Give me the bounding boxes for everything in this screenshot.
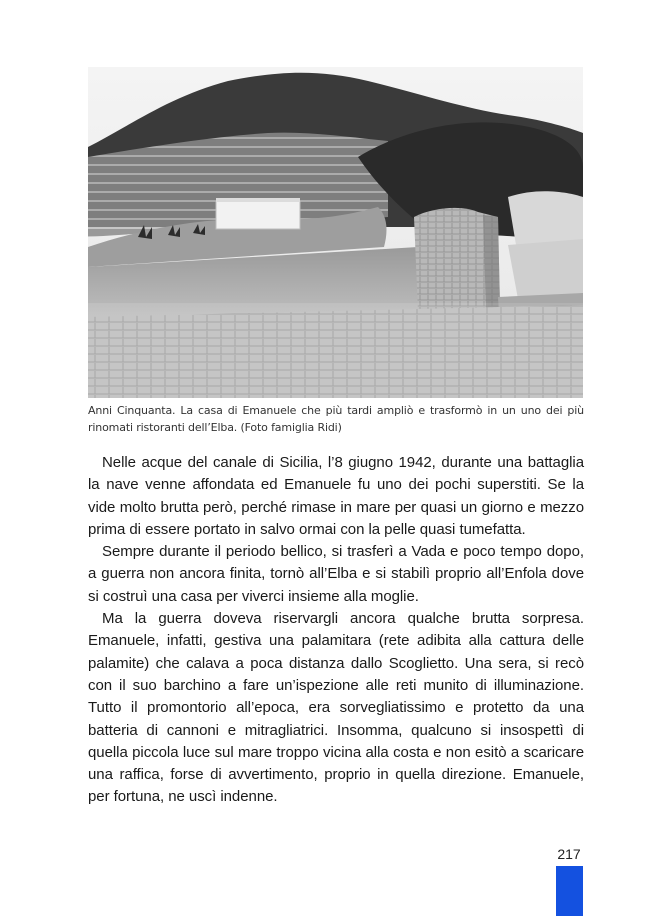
paragraph: Ma la guerra doveva riservargli ancora qualche brutta sorpresa. Emanuele, infatti, gestiva una palamitara (rete adibita alla cattura delle palamite) che calava a poca distanza dallo Scoglietto. Una sera, si recò con il suo barchino a fare un’ispezione alle reti munito di illuminazione. Tutto il promontorio all’epoca, era sorvegliatissimo e protetto da una batteria di cannoni e mitragliatrici. Insomma, qualcuno si insospettì di quella piccola luce sul mare troppo vicina alla costa e non esitò a scaricare una raffica, forse di avvertimento, proprio in quella direzione. Emanuele, per fortuna, ne uscì indenne. (88, 610, 584, 806)
article-body (88, 452, 584, 809)
historical-photo (88, 67, 583, 398)
page-number: 217 (557, 846, 581, 862)
paragraph: Sempre durante il periodo bellico, si trasferì a Vada e poco tempo dopo, a guerra non ancora finita, tornò all’Elba e si stabilì proprio all’Enfola dove si costruì una casa per viverci insieme alla moglie. (88, 543, 584, 605)
photo-caption: Anni Cinquanta. La casa di Emanuele che più tardi ampliò e trasformò in un uno dei più rinomati ristoranti dell’Elba. (Foto famiglia Ridi) (88, 404, 584, 434)
paragraph: Nelle acque del canale di Sicilia, l’8 giugno 1942, durante una battaglia la nave venne affondata ed Emanuele fu uno dei pochi superstiti. Se la vide molto brutta però, perché rimase in mare per quasi un giorno e mezzo prima di essere portato in salvo ormai con la pelle quasi tumefatta. (88, 454, 584, 538)
page-edge-tab (556, 866, 583, 916)
landscape-photo-icon (88, 67, 583, 398)
